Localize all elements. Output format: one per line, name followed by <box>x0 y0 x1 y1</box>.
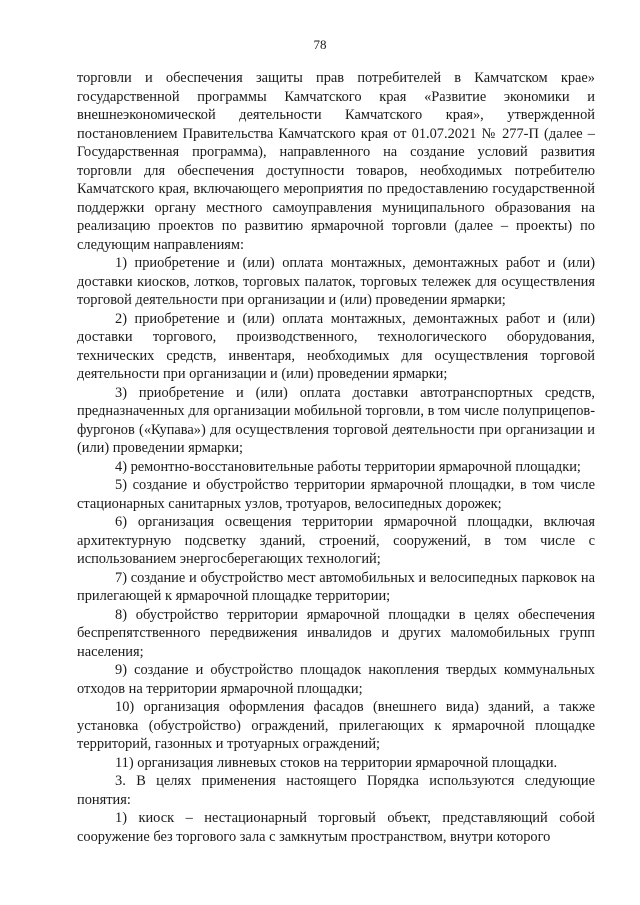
list-item-11: 11) организация ливневых стоков на территории ярмарочной площадки. <box>115 754 558 771</box>
list-item-1: 1) приобретение и (или) оплата монтажных, демонтажных работ и (или) доставки киосков, лотков, торговых палаток, торговых тележек для осуществления торговой деятельности при организации и (или) проведении ярмарки; <box>77 255 595 308</box>
definition-item-1: 1) киоск – нестационарный торговый объект, представляющий собой сооружение без торгового зала с замкнутым пространством, внутри которого <box>77 810 595 845</box>
document-body <box>77 69 595 846</box>
page-number: 78 <box>313 37 327 52</box>
paragraph-intro-continuation: торговли и обеспечения защиты прав потребителей в Камчатском крае» государственной программы Камчатского края «Развитие экономики и внешнеэкономической деятельности Камчатского края», утвержденной постановлением Правительства Камчатского края от 01.07.2021 № 277-П (далее – Государственная программа), направленного на создание условий развития торговли для обеспечения доступности товаров, необходимых потребителю Камчатского края, включающего мероприятия по предоставлению государственной поддержки органу местного самоуправления муниципального образования на реализацию проектов по развитию ярмарочной торговли (далее – проекты) по следующим направлениям: <box>77 70 595 253</box>
list-item-5: 5) создание и обустройство территории ярмарочной площадки, в том числе стационарных санитарных узлов, тротуаров, велосипедных дорожек; <box>77 477 595 512</box>
list-item-2: 2) приобретение и (или) оплата монтажных, демонтажных работ и (или) доставки торгового, производственного, технологического оборудования, технических средств, инвентаря, необходимых для осуществления торговой деятельности при организации и (или) проведении ярмарки; <box>77 310 595 382</box>
list-item-6: 6) организация освещения территории ярмарочной площадки, включая архитектурную подсветку зданий, строений, сооружений, в том числе с использованием энергосберегающих технологий; <box>77 514 595 567</box>
list-item-3: 3) приобретение и (или) оплата доставки автотранспортных средств, предназначенных для организации мобильной торговли, в том числе полуприцепов-фургонов («Купава») для осуществления торговой деятельности при организации и (или) проведении ярмарки; <box>77 384 595 456</box>
list-item-7: 7) создание и обустройство мест автомобильных и велосипедных парковок на прилегающей к ярмарочной площадке территории; <box>77 569 595 604</box>
list-item-9: 9) создание и обустройство площадок накопления твердых коммунальных отходов на территории ярмарочной площадки; <box>77 662 595 697</box>
list-item-8: 8) обустройство территории ярмарочной площадки в целях обеспечения беспрепятственного передвижения инвалидов и других маломобильных групп населения; <box>77 606 595 660</box>
list-item-4: 4) ремонтно-восстановительные работы территории ярмарочной площадки; <box>115 458 581 475</box>
list-item-10: 10) организация оформления фасадов (внешнего вида) зданий, а также установка (обустройство) ограждений, прилегающих к ярмарочной площадке территорий, газонных и тротуарных ограждений; <box>77 699 595 752</box>
section-3-paragraph: 3. В целях применения настоящего Порядка используются следующие понятия: <box>77 773 595 808</box>
